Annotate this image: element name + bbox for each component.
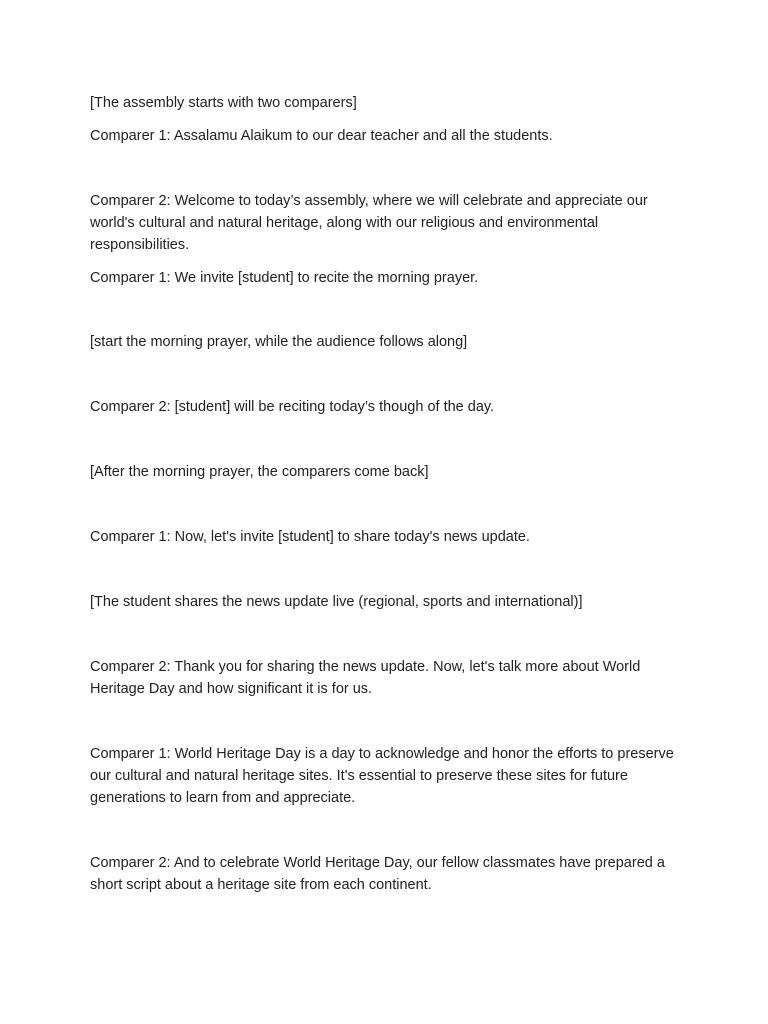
comparer-1-greeting: Comparer 1: Assalamu Alaikum to our dear teacher and all the students. <box>90 128 553 144</box>
stage-direction-after-prayer: [After the morning prayer, the comparers come back] <box>90 464 429 480</box>
stage-direction-assembly-start: [The assembly starts with two comparers] <box>90 95 357 111</box>
stage-direction-prayer: [start the morning prayer, while the audience follows along] <box>90 334 468 350</box>
comparer-1-heritage-day: Comparer 1: World Heritage Day is a day to acknowledge and honor the efforts to preserve our cultural and natural heritage sites. It's essential to preserve these sites for future generations to learn from and appreciate. <box>90 746 674 806</box>
comparer-2-heritage-intro: Comparer 2: Thank you for sharing the news update. Now, let's talk more about World Heritage Day and how significant it is for us. <box>90 659 641 697</box>
comparer-2-welcome: Comparer 2: Welcome to today’s assembly, where we will celebrate and appreciate our world's cultural and natural heritage, along with our religious and environmental responsibilities. <box>90 193 648 253</box>
comparer-1-news-invite: Comparer 1: Now, let's invite [student] to share today's news update. <box>90 529 530 545</box>
comparer-2-heritage-script: Comparer 2: And to celebrate World Heritage Day, our fellow classmates have prepared a short script about a heritage site from each continent. <box>90 855 665 893</box>
comparer-1-invite-prayer: Comparer 1: We invite [student] to recite the morning prayer. <box>90 270 479 286</box>
stage-direction-news: [The student shares the news update live (regional, sports and international)] <box>90 594 583 610</box>
comparer-2-thought-of-day: Comparer 2: [student] will be reciting today’s though of the day. <box>90 399 495 415</box>
